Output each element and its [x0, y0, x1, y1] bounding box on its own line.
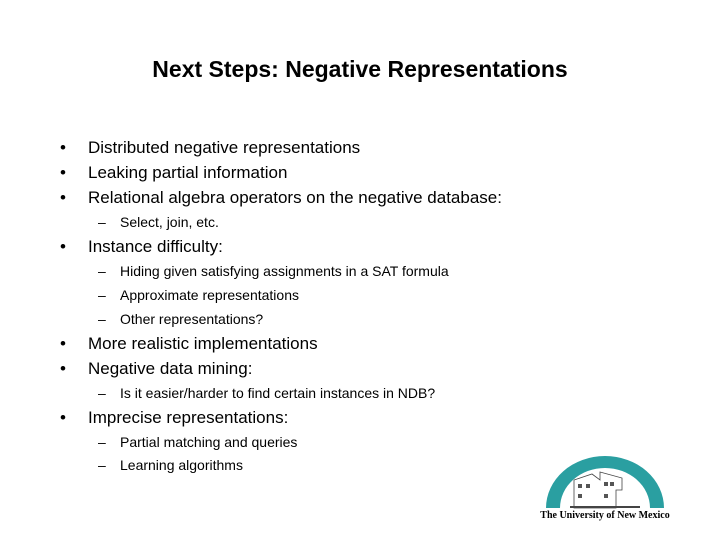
dash-glyph: –: [98, 214, 106, 230]
dash-glyph: –: [98, 263, 106, 279]
bullet-text: Negative data mining:: [88, 359, 253, 378]
dash-glyph: –: [98, 385, 106, 401]
bullet-text: Instance difficulty:: [88, 237, 223, 256]
dash-glyph: –: [98, 287, 106, 303]
logo-emblem-icon: [540, 450, 670, 512]
dash-glyph: –: [98, 457, 106, 473]
sub-bullet-text: Hiding given satisfying assignments in a SAT formula: [120, 263, 449, 279]
sub-bullet-text: Select, join, etc.: [120, 214, 219, 230]
bullet-glyph: •: [60, 237, 66, 256]
bullet-glyph: •: [60, 359, 66, 378]
bullet-glyph: •: [60, 408, 66, 427]
dash-glyph: –: [98, 434, 106, 450]
bullet-text: More realistic implementations: [88, 334, 318, 353]
bullet-glyph: •: [60, 163, 66, 182]
bullet-glyph: •: [60, 138, 66, 157]
bullet-text: Imprecise representations:: [88, 408, 289, 427]
sub-bullet-text: Other representations?: [120, 311, 264, 327]
dash-glyph: –: [98, 311, 106, 327]
sub-bullet-text: Learning algorithms: [120, 457, 243, 473]
bullet-glyph: •: [60, 334, 66, 353]
bullet-glyph: •: [60, 188, 66, 207]
university-logo: [540, 450, 670, 530]
logo-text: The University of New Mexico: [540, 510, 670, 521]
sub-bullet-text: Partial matching and queries: [120, 434, 298, 450]
bullet-text: Relational algebra operators on the negative database:: [88, 188, 502, 207]
bullet-text: Leaking partial information: [88, 163, 288, 182]
bullet-text: Distributed negative representations: [88, 138, 361, 157]
slide-title: Next Steps: Negative Representations: [152, 56, 568, 82]
sub-bullet-text: Is it easier/harder to find certain instances in NDB?: [120, 385, 436, 401]
sub-bullet-text: Approximate representations: [120, 287, 299, 303]
